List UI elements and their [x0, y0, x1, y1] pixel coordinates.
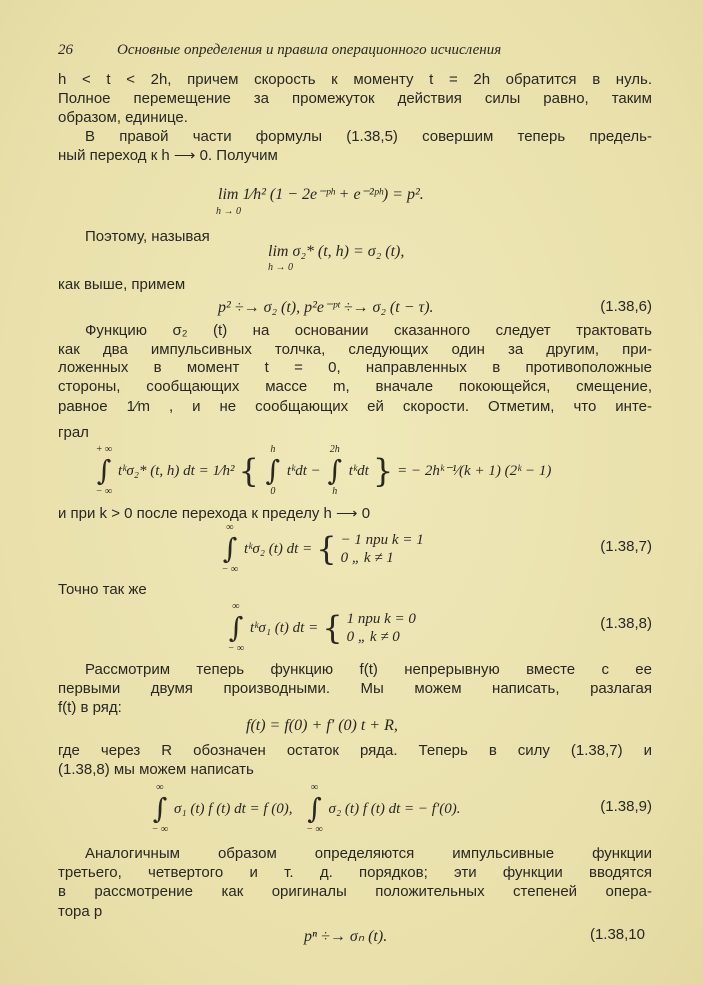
case-line: 0 „ k ≠ 0 [346, 629, 400, 645]
brace: { [238, 452, 259, 490]
text-line: и при k > 0 после перехода к пределу h ⟶ 0 [58, 505, 371, 522]
brace: } [372, 452, 394, 490]
equation-integral-difference [94, 444, 551, 498]
integral-sign: ∫ [327, 454, 343, 487]
integral [305, 782, 325, 836]
equation-part: tᵏdt [348, 463, 369, 479]
text-line: третьего, четвертого и т. д. порядков; эти функции вводятся [58, 864, 652, 881]
integral [226, 601, 246, 655]
text-line: Точно так же [58, 581, 147, 598]
integral [220, 522, 240, 576]
equation-1-38-7 [220, 522, 424, 576]
text-line: В правой части формулы (1.38,5) совершим теперь предель- [85, 128, 652, 145]
integral [325, 444, 345, 498]
equation-part: tᵏσ₂ (t) dt = [244, 541, 313, 557]
text-line: h < t < 2h, причем скорость к моменту t = 2h обратится в нуль. [58, 71, 652, 88]
brace: { [316, 530, 337, 568]
running-header: Основные определения и правила операционного исчисления [117, 42, 502, 58]
text-line: Аналогичным образом определяются импульсивные функции [85, 845, 652, 862]
case-line: − 1 при k = 1 [340, 532, 424, 548]
text-line: в рассмотрение как оригиналы положительных степеней опера- [58, 883, 652, 900]
integral-sign: ∫ [228, 611, 244, 644]
text-line: как выше, примем [58, 276, 186, 293]
equation-number: (1.38,10 [589, 926, 645, 943]
integral-lower-limit: − ∞ [227, 643, 245, 654]
text-line: Рассмотрим теперь функцию f(t) непрерывную вместе с ее [85, 661, 652, 678]
integral-sign: ∫ [265, 454, 281, 487]
integral [150, 782, 170, 836]
integral-upper-limit: ∞ [310, 782, 319, 793]
text-line: как два импульсивных толчка, следующих один за другим, при- [58, 341, 652, 358]
equation-taylor: f(t) = f(0) + f′ (0) t + R, [246, 717, 398, 734]
cases [341, 531, 424, 567]
equation-part: tᵏσ₁ (t) dt = [250, 620, 319, 636]
text-line: f(t) в ряд: [58, 699, 122, 716]
equation-limit: lim 1⁄h² (1 − 2e⁻ᵖʰ + e⁻²ᵖʰ) = p². [218, 186, 424, 203]
text-line: ложенных в момент t = 0, направленных в противоположные [58, 359, 652, 376]
equation-number: (1.38,9) [600, 798, 652, 815]
text-line: стороны, сообщающих массе m, вначале покоющейся, смещение, [58, 378, 652, 395]
integral-upper-limit: 2h [329, 444, 340, 455]
text-line: образом, единице. [58, 109, 188, 126]
integral-lower-limit: 0 [270, 486, 276, 497]
equation-part: tᵏσ₂* (t, h) dt = 1⁄h² [118, 463, 235, 479]
integral-sign: ∫ [222, 532, 238, 565]
equation-number: (1.38,7) [600, 538, 652, 555]
integral-sign: ∫ [96, 454, 112, 487]
brace: { [322, 609, 343, 647]
equation-part: σ₂ (t) f (t) dt = − f′(0). [328, 801, 461, 817]
integral-upper-limit: + ∞ [95, 444, 113, 455]
equation-1-38-6: p² ÷→ σ₂ (t), p²e⁻ᵖᵗ ÷→ σ₂ (t − τ). [218, 299, 434, 316]
limit-subscript: h → 0 [216, 206, 241, 217]
equation-limit-sigma: lim σ₂* (t, h) = σ₂ (t), [268, 243, 405, 260]
cases [347, 610, 416, 646]
equation-part: σ₁ (t) f (t) dt = f (0), [174, 801, 293, 817]
integral-lower-limit: − ∞ [306, 824, 323, 835]
integral-sign: ∫ [307, 792, 322, 825]
integral [263, 444, 283, 498]
integral-lower-limit: h [332, 486, 338, 497]
text-line: Полное перемещение за промежуток действия силы равно, таким [58, 90, 652, 107]
text-line: ный переход к h ⟶ 0. Получим [58, 147, 278, 164]
equation-number: (1.38,6) [600, 298, 652, 315]
text-line: равное 1⁄m , и не сообщающих ей скорости. Отметим, что инте- [58, 398, 652, 415]
case-line: 0 „ k ≠ 1 [340, 550, 394, 566]
equation-1-38-10: pⁿ ÷→ σₙ (t). [304, 928, 388, 945]
text-line: тора p [58, 903, 103, 920]
case-line: 1 при k = 0 [346, 611, 416, 627]
integral-upper-limit: ∞ [232, 601, 240, 612]
page-number: 26 [58, 42, 73, 58]
integral-upper-limit: ∞ [156, 782, 164, 793]
equation-1-38-9 [150, 782, 461, 836]
text-line: (1.38,8) мы можем написать [58, 761, 254, 778]
equation-part: = − 2hᵏ⁻¹⁄(k + 1) (2ᵏ − 1) [397, 463, 552, 479]
equation-1-38-8 [226, 601, 416, 655]
text-line: где через R обозначен остаток ряда. Теперь в силу (1.38,7) и [58, 742, 652, 759]
text-line: Поэтому, называя [85, 228, 210, 245]
text-line: грал [58, 424, 89, 441]
integral [94, 444, 114, 498]
equation-number: (1.38,8) [600, 615, 652, 632]
integral-upper-limit: ∞ [226, 522, 234, 533]
integral-lower-limit: − ∞ [95, 486, 113, 497]
integral-lower-limit: − ∞ [221, 564, 239, 575]
integral-upper-limit: h [270, 444, 276, 455]
equation-part: tᵏdt − [286, 463, 321, 479]
integral-lower-limit: − ∞ [151, 824, 169, 835]
text-line: Функцию σ₂ (t) на основании сказанного следует трактовать [85, 322, 652, 339]
integral-sign: ∫ [152, 792, 168, 825]
text-line: первыми двумя производными. Мы можем написать, разлагая [58, 680, 652, 697]
limit-subscript: h → 0 [268, 262, 293, 273]
